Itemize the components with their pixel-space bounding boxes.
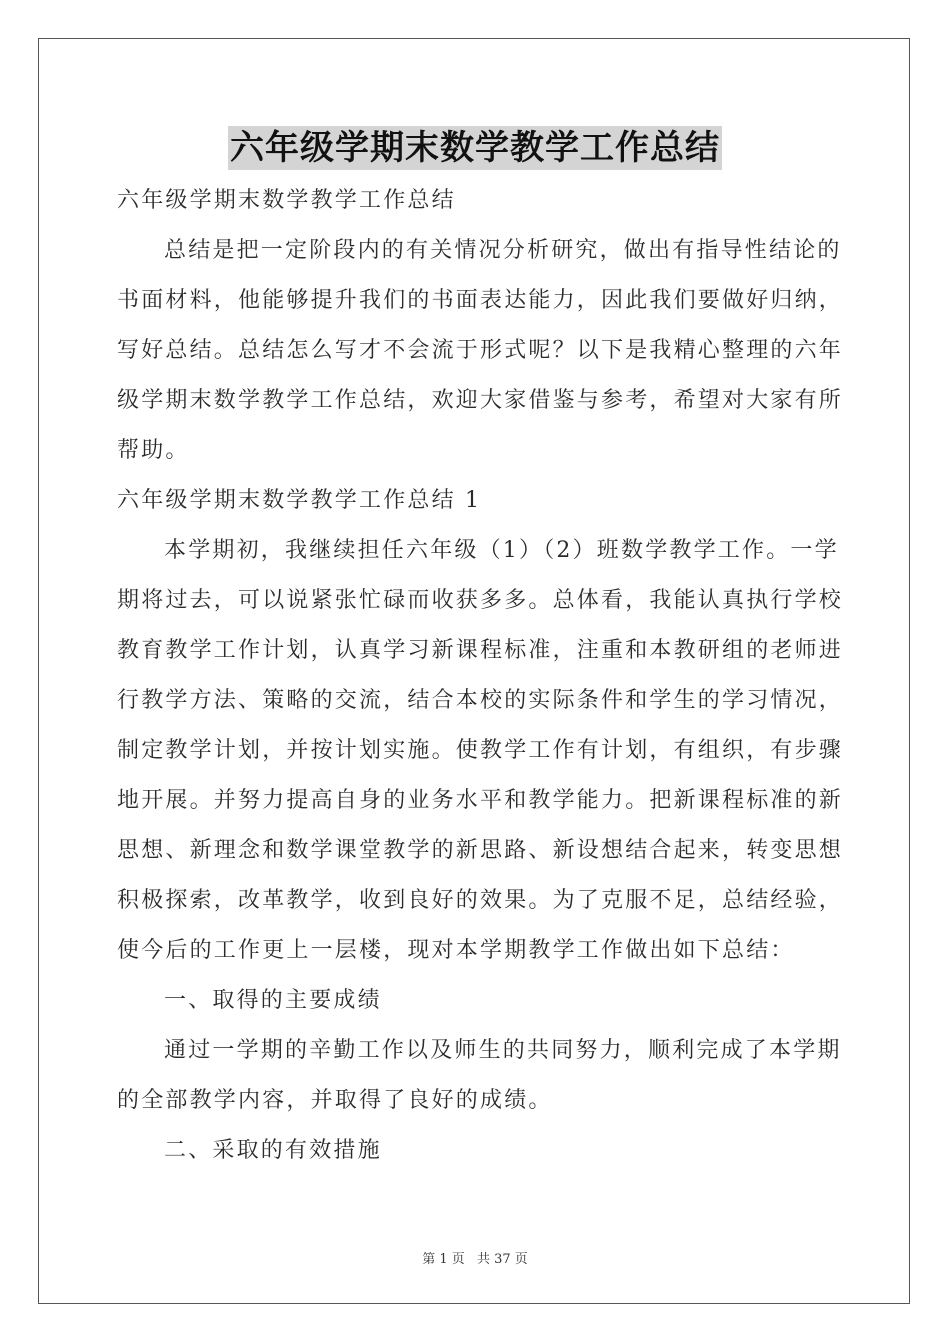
text-line: 制定教学计划，并按计划实施。使教学工作有计划，有组织，有步骤 bbox=[117, 738, 844, 763]
text-line: 六年级学期末数学教学工作总结 bbox=[117, 188, 456, 213]
text-line: 通过一学期的辛勤工作以及师生的共同努力，顺利完成了本学期 bbox=[164, 1038, 842, 1063]
title-container bbox=[0, 126, 950, 170]
document-title: 六年级学期末数学教学工作总结 bbox=[230, 128, 720, 168]
text-line: 期将过去，可以说紧张忙碌而收获多多。总体看，我能认真执行学校 bbox=[117, 588, 844, 613]
text-line: 本学期初，我继续担任六年级（1）（2）班数学教学工作。一学 bbox=[164, 538, 839, 563]
text-line: 帮助。 bbox=[117, 438, 190, 463]
text-line: 二、采取的有效措施 bbox=[164, 1138, 382, 1163]
text-line: 一、取得的主要成绩 bbox=[164, 988, 382, 1013]
text-line: 书面材料，他能够提升我们的书面表达能力，因此我们要做好归纳， bbox=[117, 288, 844, 313]
page-total: 共 37 页 bbox=[476, 1252, 528, 1267]
text-line: 六年级学期末数学教学工作总结 1 bbox=[117, 488, 482, 513]
text-line: 级学期末数学教学工作总结，欢迎大家借鉴与参考，希望对大家有所 bbox=[117, 388, 844, 413]
text-line: 积极探索，改革教学，收到良好的效果。为了克服不足，总结经验， bbox=[117, 888, 844, 913]
text-line: 行教学方法、策略的交流，结合本校的实际条件和学生的学习情况， bbox=[117, 688, 844, 713]
text-line: 总结是把一定阶段内的有关情况分析研究，做出有指导性结论的 bbox=[164, 238, 842, 263]
text-line: 的全部教学内容，并取得了良好的成绩。 bbox=[117, 1088, 553, 1113]
text-line: 地开展。并努力提高自身的业务水平和教学能力。把新课程标准的新 bbox=[117, 788, 844, 813]
document-body bbox=[117, 176, 844, 1176]
text-line: 使今后的工作更上一层楼，现对本学期教学工作做出如下总结： bbox=[117, 938, 795, 963]
text-line: 思想、新理念和数学课堂教学的新思路、新设想结合起来，转变思想 bbox=[117, 838, 844, 863]
text-line: 教育教学工作计划，认真学习新课程标准，注重和本教研组的老师进 bbox=[117, 638, 844, 663]
page-number: 第 1 页 bbox=[422, 1252, 465, 1267]
page-footer bbox=[0, 1248, 950, 1267]
text-line: 写好总结。总结怎么写才不会流于形式呢？以下是我精心整理的六年 bbox=[117, 338, 844, 363]
